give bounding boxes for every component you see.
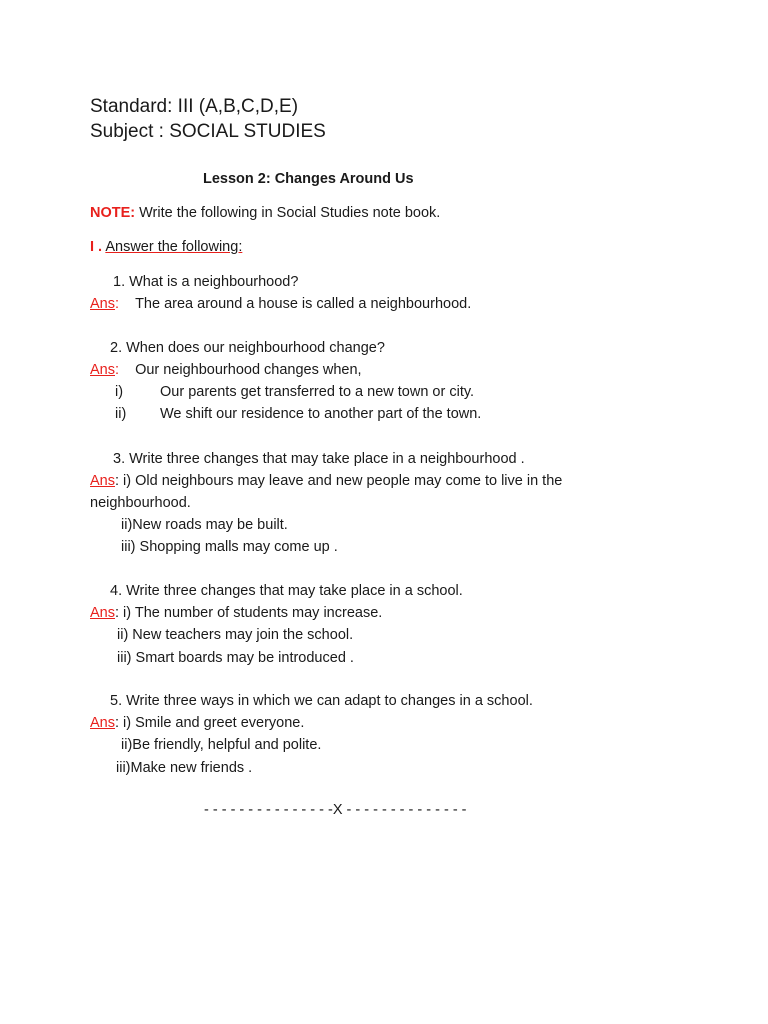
answer-5 (90, 715, 304, 731)
question-1: 1. What is a neighbourhood? (113, 274, 299, 290)
answer-3-line1: : i) Old neighbours may leave and new people may come to live in the (115, 473, 563, 489)
answer-3 (90, 473, 562, 489)
answer-2-point-num: ii) (115, 406, 127, 422)
note-label: NOTE: (90, 205, 136, 221)
answer-5-text: : i) Smile and greet everyone. (115, 715, 305, 731)
question-2: 2. When does our neighbourhood change? (110, 340, 385, 356)
ans-label: Ans (90, 715, 115, 731)
answer-5-point: ii)Be friendly, helpful and polite. (121, 737, 322, 753)
answer-2-point-text: We shift our residence to another part of the town. (160, 406, 482, 422)
answer-3-point: iii) Shopping malls may come up . (121, 539, 338, 555)
answer-2-point-num: i) (115, 384, 124, 400)
answer-4-point: iii) Smart boards may be introduced . (117, 650, 354, 666)
ans-label: Ans (90, 473, 115, 489)
answer-1: Ans: The area around a house is called a neighbourhood. (90, 296, 472, 312)
lesson-title: Lesson 2: Changes Around Us (203, 171, 414, 187)
question-4: 4. Write three changes that may take place in a school. (110, 583, 463, 599)
standard-line: Standard: III (A,B,C,D,E) (90, 96, 299, 117)
answer-2: Ans: Our neighbourhood changes when, (90, 362, 362, 378)
section-heading (90, 239, 242, 255)
answer-5-point: iii)Make new friends . (116, 760, 253, 776)
answer-2-text: Our neighbourhood changes when, (135, 362, 362, 378)
ans-label: Ans (90, 362, 115, 378)
answer-3-point: ii)New roads may be built. (121, 517, 288, 533)
answer-4-text: : i) The number of students may increase. (115, 605, 383, 621)
answer-4-point: ii) New teachers may join the school. (117, 627, 354, 643)
note-text: Write the following in Social Studies note book. (135, 205, 441, 221)
section-number: I . (90, 239, 103, 255)
answer-4 (90, 605, 382, 621)
section-title: Answer the following: (105, 239, 243, 255)
question-3: 3. Write three changes that may take place in a neighbourhood . (113, 451, 525, 467)
answer-2-point-text: Our parents get transferred to a new town or city. (160, 384, 475, 400)
ans-label: Ans (90, 296, 115, 312)
subject-line: Subject : SOCIAL STUDIES (90, 121, 326, 142)
end-marker: - - - - - - - - - - - - - - -X - - - - - - - - - - - - - - (204, 802, 467, 818)
question-5: 5. Write three ways in which we can adapt to changes in a school. (110, 693, 533, 709)
answer-3-line2: neighbourhood. (90, 495, 191, 511)
ans-label: Ans (90, 605, 115, 621)
answer-1-text: The area around a house is called a neighbourhood. (135, 296, 472, 312)
note-line (90, 205, 440, 221)
